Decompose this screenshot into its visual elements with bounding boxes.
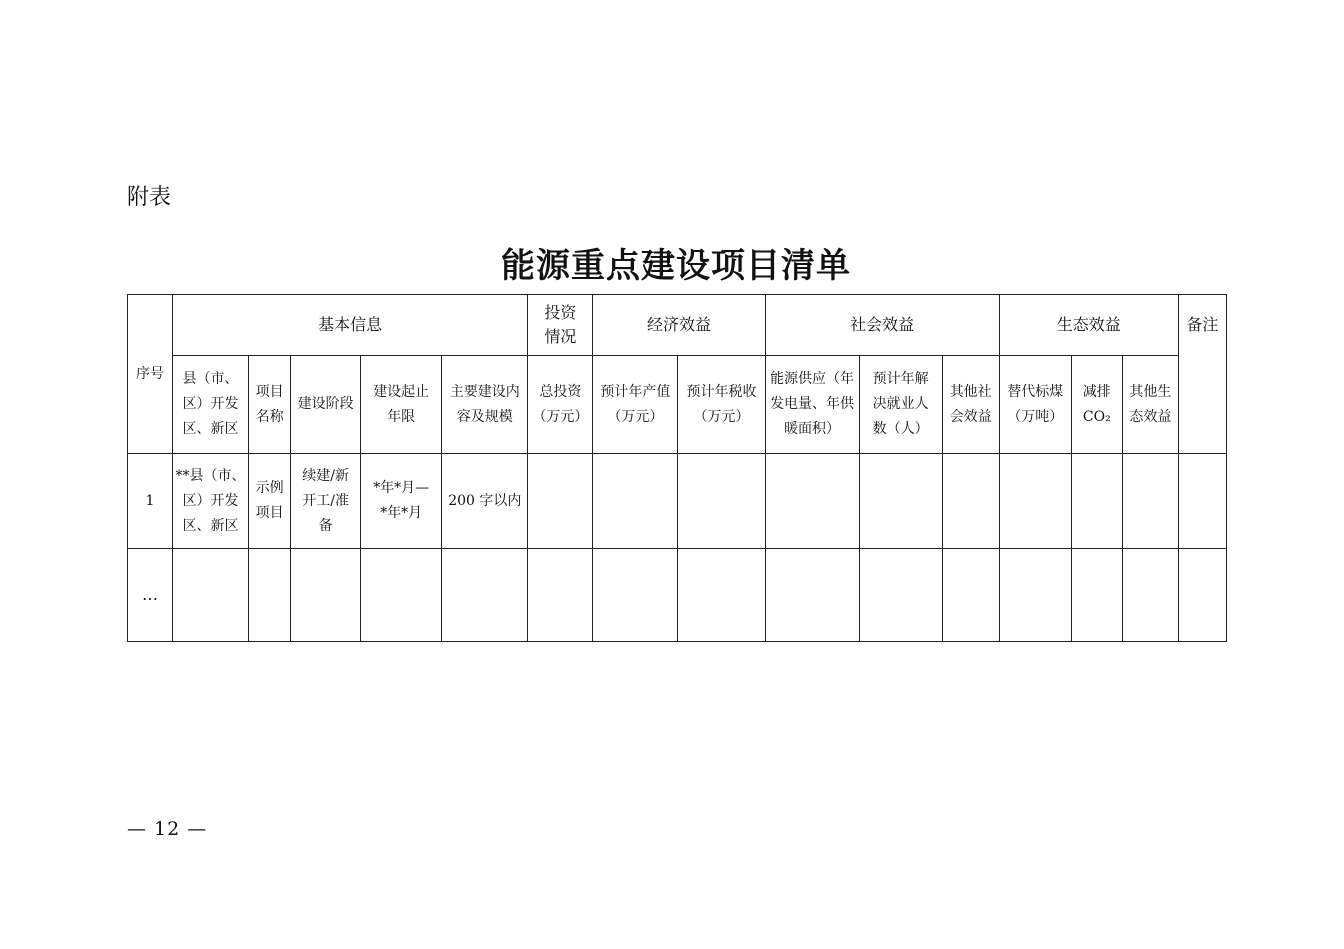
remarks-header: 备注 [1178,295,1226,454]
cell-construction-period [361,549,442,642]
cell-energy-supply [765,454,859,549]
cell-main-content: 200 字以内 [442,454,528,549]
cell-coal-substitution [999,549,1071,642]
cell-annual-tax [678,549,765,642]
cell-employment [859,454,942,549]
page-number: — 12 — [127,818,208,840]
col-construction-period: 建设起止 年限 [361,356,442,454]
cell-main-content [442,549,528,642]
project-list-table [127,294,1227,642]
cell-annual-output [593,549,678,642]
cell-construction-stage [291,549,361,642]
col-annual-output: 预计年产值 （万元） [593,356,678,454]
cell-coal-substitution [999,454,1071,549]
cell-energy-supply [765,549,859,642]
col-other-social: 其他社 会效益 [942,356,999,454]
cell-remarks [1178,454,1226,549]
col-energy-supply: 能源供应（年 发电量、年供 暖面积） [765,356,859,454]
col-coal-substitution: 替代标煤 （万吨） [999,356,1071,454]
attachment-label: 附表 [127,185,172,210]
col-total-investment: 总投资 （万元） [528,356,593,454]
cell-co2-reduction [1071,454,1122,549]
col-annual-tax: 预计年税收 （万元） [678,356,765,454]
cell-construction-period: *年*月— *年*月 [361,454,442,549]
col-co2-reduction: 减排 CO₂ [1071,356,1122,454]
group-social: 社会效益 [765,295,999,356]
row-seq: … [128,549,173,642]
cell-other-social [942,454,999,549]
cell-other-ecological [1122,454,1178,549]
table-row [128,549,1227,642]
cell-co2-reduction [1071,549,1122,642]
group-basic-info: 基本信息 [173,295,528,356]
cell-project-name [249,549,291,642]
cell-total-investment [528,454,593,549]
col-other-ecological: 其他生 态效益 [1122,356,1178,454]
column-header-row [128,356,1227,454]
group-economic: 经济效益 [593,295,765,356]
row-seq: 1 [128,454,173,549]
col-construction-stage: 建设阶段 [291,356,361,454]
cell-project-name: 示例 项目 [249,454,291,549]
group-ecological: 生态效益 [999,295,1178,356]
cell-employment [859,549,942,642]
cell-county: **县（市、 区）开发 区、新区 [173,454,249,549]
cell-annual-output [593,454,678,549]
group-investment: 投资 情况 [528,295,593,356]
cell-other-social [942,549,999,642]
cell-other-ecological [1122,549,1178,642]
cell-remarks [1178,549,1226,642]
cell-annual-tax [678,454,765,549]
cell-construction-stage: 续建/新 开工/准 备 [291,454,361,549]
document-title: 能源重点建设项目清单 [501,246,851,286]
cell-county [173,549,249,642]
col-project-name: 项目 名称 [249,356,291,454]
col-employment: 预计年解 决就业人 数（人） [859,356,942,454]
col-county: 县（市、 区）开发 区、新区 [173,356,249,454]
col-main-content: 主要建设内 容及规模 [442,356,528,454]
group-header-row [128,295,1227,356]
seq-header: 序号 [128,295,173,454]
table-row [128,454,1227,549]
cell-total-investment [528,549,593,642]
